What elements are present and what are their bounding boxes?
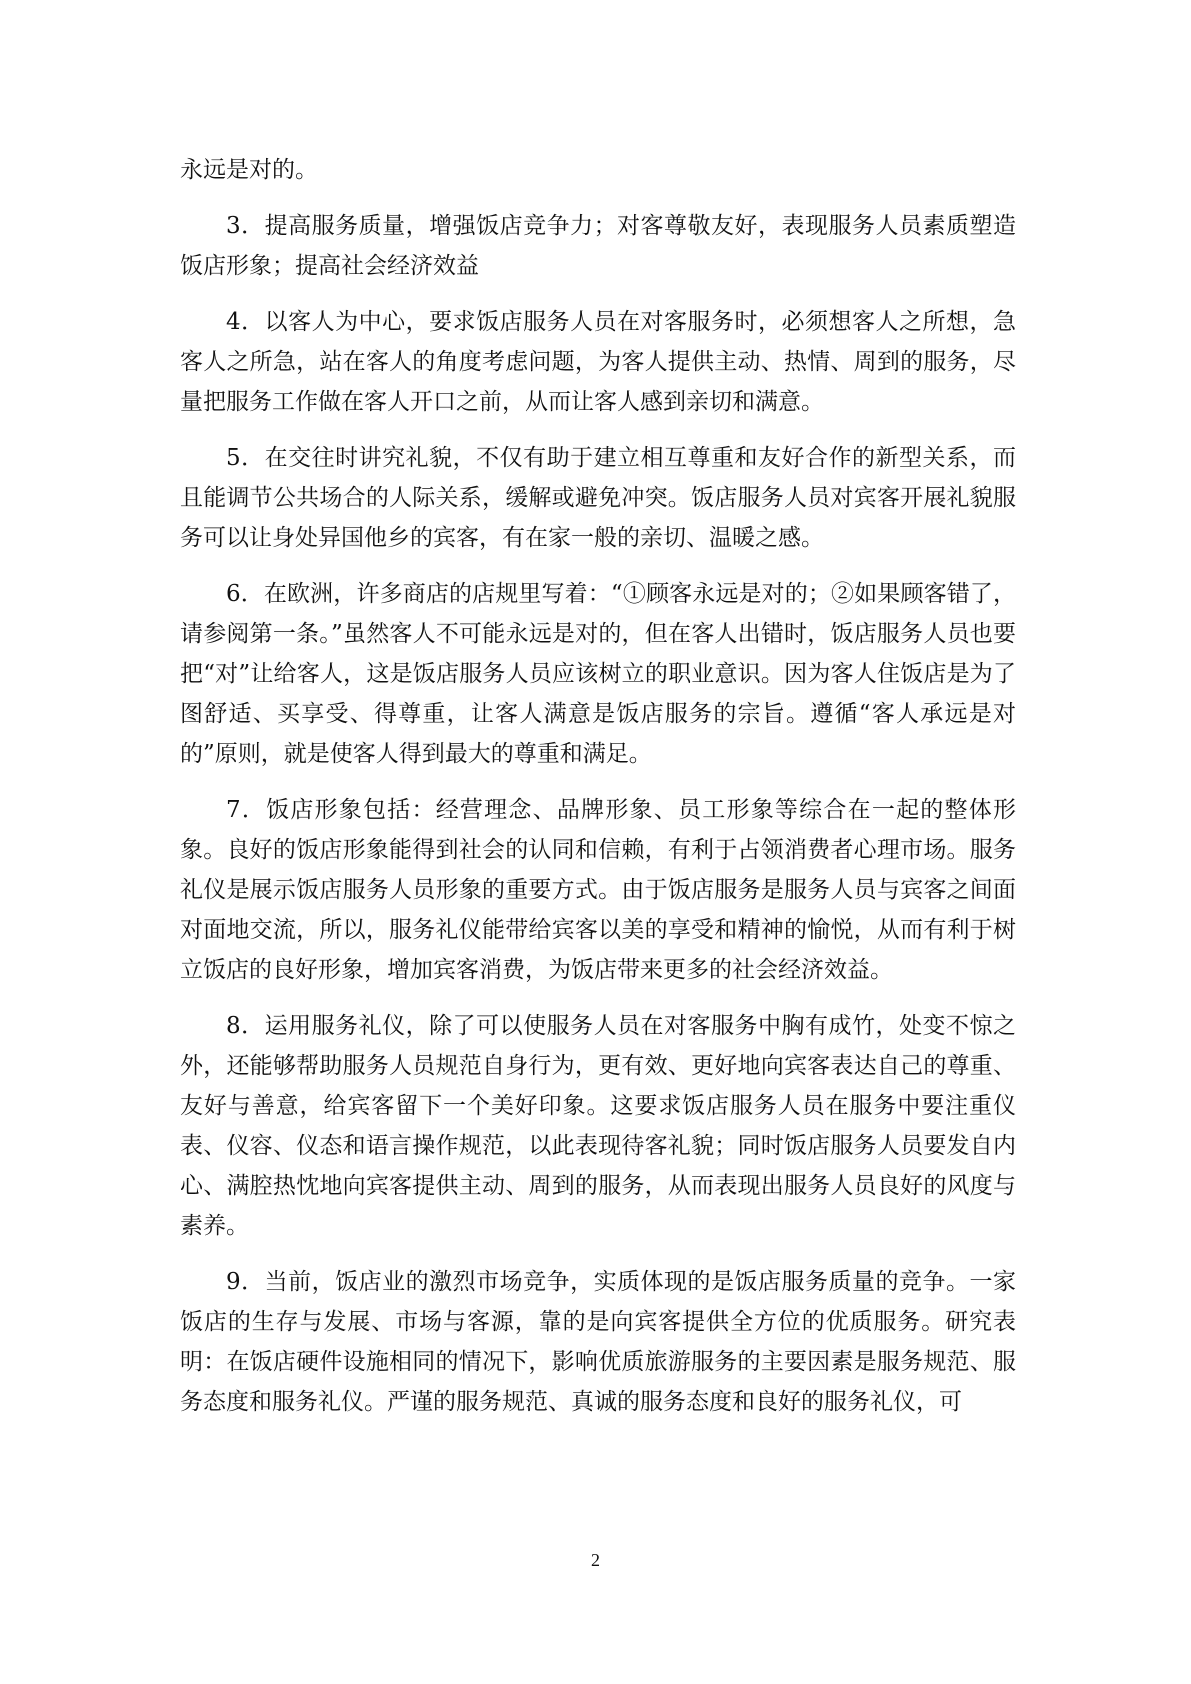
paragraph-continuation: 永远是对的。 [180, 157, 318, 183]
paragraph-item-7: 7．饭店形象包括：经营理念、品牌形象、员工形象等综合在一起的整体形象。良好的饭店形象能得到社会的认同和信赖，有利于占领消费者心理市场。服务礼仪是展示饭店服务人员形象的重要方式。由于饭店服务是服务人员与宾客之间面对面地交流，所以，服务礼仪能带给宾客以美的享受和精神的愉悦，从而有利于树立饭店的良好形象，增加宾客消费，为饭店带来更多的社会经济效益。 [180, 797, 1016, 983]
paragraph-item-5: 5．在交往时讲究礼貌，不仅有助于建立相互尊重和友好合作的新型关系，而且能调节公共场合的人际关系，缓解或避免冲突。饭店服务人员对宾客开展礼貌服务可以让身处异国他乡的宾客，有在家一般的亲切、温暖之感。 [180, 445, 1016, 551]
body-text [180, 150, 1016, 1438]
paragraph-item-6: 6．在欧洲，许多商店的店规里写着：“①顾客永远是对的；②如果顾客错了，请参阅第一条。”虽然客人不可能永远是对的，但在客人出错时，饭店服务人员也要把“对”让给客人，这是饭店服务人员应该树立的职业意识。因为客人住饭店是为了图舒适、买享受、得尊重，让客人满意是饭店服务的宗旨。遵循“客人承远是对的”原则，就是使客人得到最大的尊重和满足。 [180, 581, 1016, 767]
page-number: 2 [591, 1550, 600, 1570]
paragraph-item-8: 8．运用服务礼仪，除了可以使服务人员在对客服务中胸有成竹，处变不惊之外，还能够帮助服务人员规范自身行为，更有效、更好地向宾客表达自己的尊重、友好与善意，给宾客留下一个美好印象。这要求饭店服务人员在服务中要注重仪表、仪容、仪态和语言操作规范，以此表现待客礼貌；同时饭店服务人员要发自内心、满腔热忱地向宾客提供主动、周到的服务，从而表现出服务人员良好的风度与素养。 [180, 1013, 1016, 1239]
paragraph-item-3: 3．提高服务质量，增强饭店竞争力；对客尊敬友好，表现服务人员素质塑造饭店形象；提高社会经济效益 [180, 213, 1016, 279]
paragraph-item-9: 9．当前，饭店业的激烈市场竞争，实质体现的是饭店服务质量的竞争。一家饭店的生存与发展、市场与客源，靠的是向宾客提供全方位的优质服务。研究表明：在饭店硬件设施相同的情况下，影响优质旅游服务的主要因素是服务规范、服务态度和服务礼仪。严谨的服务规范、真诚的服务态度和良好的服务礼仪，可 [180, 1269, 1016, 1415]
paragraph-item-4: 4．以客人为中心，要求饭店服务人员在对客服务时，必须想客人之所想，急客人之所急，站在客人的角度考虑问题，为客人提供主动、热情、周到的服务，尽量把服务工作做在客人开口之前，从而让客人感到亲切和满意。 [180, 309, 1016, 415]
